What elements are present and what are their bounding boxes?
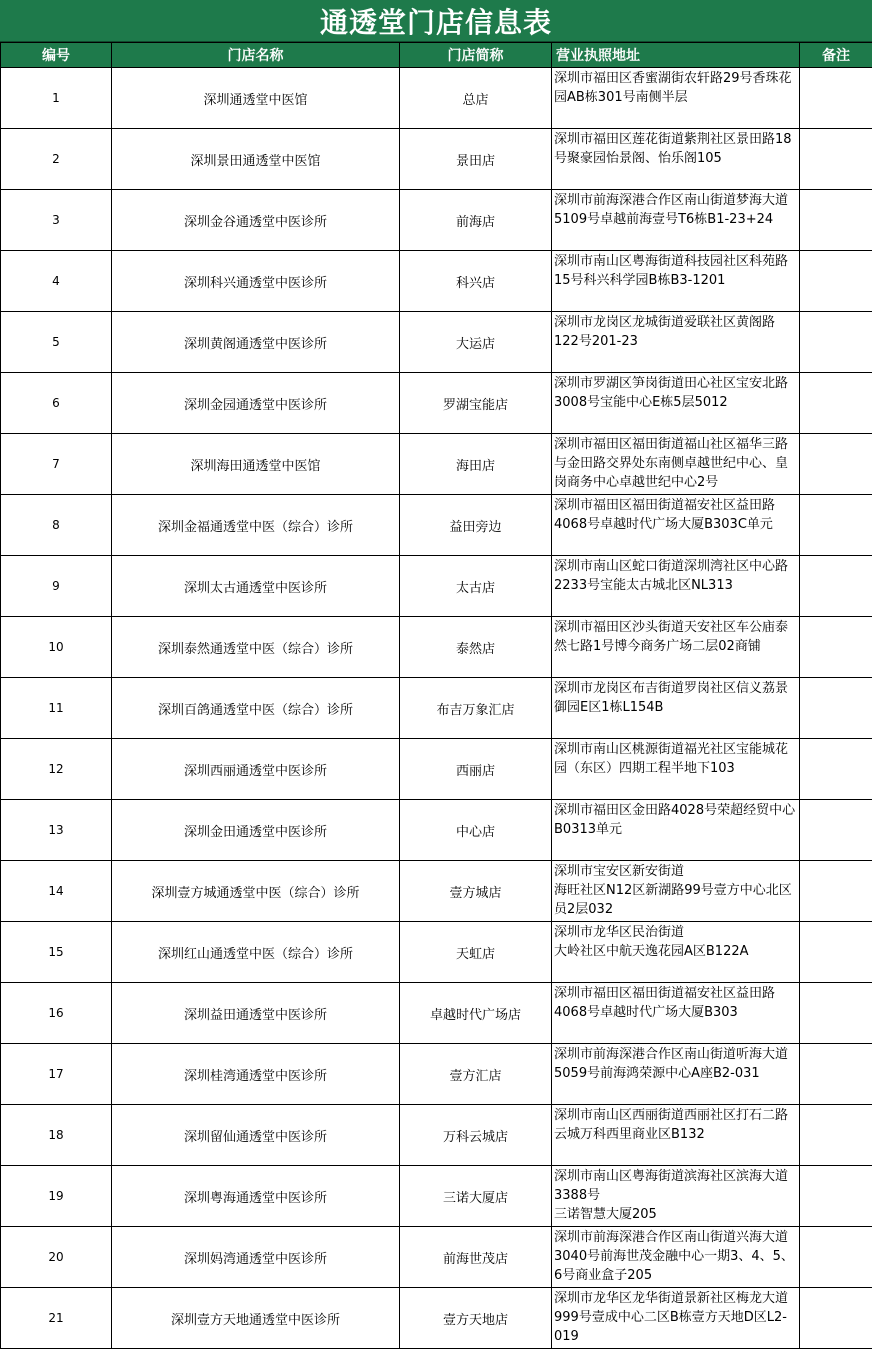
cell-store-name[interactable]: 深圳桂湾通透堂中医诊所 [112,1044,400,1105]
table-row [1,68,872,129]
cell-store-short-name[interactable]: 泰然店 [400,617,552,678]
header-remark[interactable]: 备注 [800,43,872,68]
cell-remark[interactable] [800,1105,872,1166]
cell-no[interactable]: 17 [1,1044,112,1105]
cell-no[interactable]: 14 [1,861,112,922]
cell-store-name[interactable]: 深圳金福通透堂中医（综合）诊所 [112,495,400,556]
cell-store-short-name[interactable]: 前海店 [400,190,552,251]
address-text: 深圳市南山区粤海街道科技园社区科苑路15号科兴科学园B栋B3-1201 [554,252,797,290]
cell-address[interactable] [552,983,800,1044]
address-text: 深圳市南山区西丽街道西丽社区打石二路云城万科西里商业区B132 [554,1106,797,1144]
cell-store-name[interactable]: 深圳景田通透堂中医馆 [112,129,400,190]
cell-store-name[interactable]: 深圳壹方城通透堂中医（综合）诊所 [112,861,400,922]
cell-no[interactable]: 9 [1,556,112,617]
cell-store-name[interactable]: 深圳红山通透堂中医（综合）诊所 [112,922,400,983]
cell-address[interactable] [552,800,800,861]
table-row [1,312,872,373]
cell-address[interactable] [552,739,800,800]
address-text: 深圳市福田区金田路4028号荣超经贸中心B0313单元 [554,801,797,839]
cell-no[interactable]: 21 [1,1288,112,1349]
cell-no[interactable]: 4 [1,251,112,312]
cell-store-name[interactable]: 深圳通透堂中医馆 [112,68,400,129]
cell-no[interactable]: 18 [1,1105,112,1166]
table-row [1,434,872,495]
cell-no[interactable]: 11 [1,678,112,739]
table-row [1,1105,872,1166]
cell-remark[interactable] [800,800,872,861]
cell-store-name[interactable]: 深圳百鸽通透堂中医（综合）诊所 [112,678,400,739]
address-text: 深圳市福田区香蜜湖街农轩路29号香珠花园AB栋301号南侧半层 [554,69,797,107]
cell-store-short-name[interactable]: 罗湖宝能店 [400,373,552,434]
cell-store-name[interactable]: 深圳壹方天地通透堂中医诊所 [112,1288,400,1349]
cell-store-name[interactable]: 深圳金园通透堂中医诊所 [112,373,400,434]
cell-remark[interactable] [800,983,872,1044]
cell-address[interactable] [552,1105,800,1166]
cell-store-short-name[interactable]: 壹方汇店 [400,1044,552,1105]
header-address[interactable]: 营业执照地址 [552,43,800,68]
cell-remark[interactable] [800,739,872,800]
cell-store-short-name[interactable]: 壹方天地店 [400,1288,552,1349]
store-table [0,42,872,1349]
cell-store-name[interactable]: 深圳粤海通透堂中医诊所 [112,1166,400,1227]
address-text: 深圳市福田区莲花街道紫荆社区景田路18号聚豪园怡景阁、怡乐阁105 [554,130,797,168]
cell-store-short-name[interactable]: 西丽店 [400,739,552,800]
cell-store-name[interactable]: 深圳泰然通透堂中医（综合）诊所 [112,617,400,678]
table-row [1,373,872,434]
cell-store-short-name[interactable]: 中心店 [400,800,552,861]
address-text: 深圳市龙岗区布吉街道罗岗社区信义荔景御园E区1栋L154B [554,679,797,717]
cell-remark[interactable] [800,922,872,983]
table-row [1,495,872,556]
table-row [1,739,872,800]
cell-address[interactable] [552,251,800,312]
cell-store-short-name[interactable]: 海田店 [400,434,552,495]
address-text: 深圳市南山区蛇口街道深圳湾社区中心路2233号宝能太古城北区NL313 [554,557,797,595]
cell-store-name[interactable]: 深圳金田通透堂中医诊所 [112,800,400,861]
table-row [1,190,872,251]
cell-store-short-name[interactable]: 益田旁边 [400,495,552,556]
cell-store-short-name[interactable]: 总店 [400,68,552,129]
cell-remark[interactable] [800,556,872,617]
cell-store-short-name[interactable]: 万科云城店 [400,1105,552,1166]
table-row [1,983,872,1044]
table-row [1,678,872,739]
cell-store-name[interactable]: 深圳黄阁通透堂中医诊所 [112,312,400,373]
cell-no[interactable]: 16 [1,983,112,1044]
cell-store-short-name[interactable]: 卓越时代广场店 [400,983,552,1044]
cell-remark[interactable] [800,1227,872,1288]
cell-address[interactable] [552,312,800,373]
cell-address[interactable] [552,129,800,190]
cell-remark[interactable] [800,68,872,129]
cell-store-name[interactable]: 深圳科兴通透堂中医诊所 [112,251,400,312]
cell-store-short-name[interactable]: 前海世茂店 [400,1227,552,1288]
cell-remark[interactable] [800,1044,872,1105]
table-row [1,861,872,922]
cell-no[interactable]: 7 [1,434,112,495]
cell-no[interactable]: 8 [1,495,112,556]
cell-no[interactable]: 15 [1,922,112,983]
cell-address[interactable] [552,1166,800,1227]
cell-no[interactable]: 10 [1,617,112,678]
cell-store-name[interactable]: 深圳海田通透堂中医馆 [112,434,400,495]
cell-store-short-name[interactable]: 太古店 [400,556,552,617]
cell-address[interactable] [552,617,800,678]
cell-store-short-name[interactable]: 天虹店 [400,922,552,983]
table-body [1,68,872,1349]
cell-remark[interactable] [800,251,872,312]
cell-address[interactable] [552,495,800,556]
cell-store-short-name[interactable]: 布吉万象汇店 [400,678,552,739]
address-text: 深圳市福田区福田街道福安社区益田路4068号卓越时代广场大厦B303 [554,984,797,1022]
address-text: 深圳市宝安区新安街道 海旺社区N12区新湖路99号壹方中心北区员2层032 [554,862,797,919]
cell-remark[interactable] [800,861,872,922]
cell-store-short-name[interactable]: 壹方城店 [400,861,552,922]
table-row [1,1044,872,1105]
table-row [1,1166,872,1227]
cell-no[interactable]: 20 [1,1227,112,1288]
cell-no[interactable]: 3 [1,190,112,251]
table-header [1,43,872,68]
header-name[interactable]: 门店名称 [112,43,400,68]
cell-remark[interactable] [800,495,872,556]
cell-remark[interactable] [800,617,872,678]
cell-store-name[interactable]: 深圳金谷通透堂中医诊所 [112,190,400,251]
cell-address[interactable] [552,68,800,129]
cell-store-name[interactable]: 深圳益田通透堂中医诊所 [112,983,400,1044]
cell-address[interactable] [552,190,800,251]
cell-address[interactable] [552,373,800,434]
table-row [1,251,872,312]
cell-remark[interactable] [800,190,872,251]
cell-store-name[interactable]: 深圳留仙通透堂中医诊所 [112,1105,400,1166]
cell-address[interactable] [552,1227,800,1288]
table-row [1,556,872,617]
sheet-title: 通透堂门店信息表 [0,0,872,42]
cell-no[interactable]: 19 [1,1166,112,1227]
cell-store-short-name[interactable]: 景田店 [400,129,552,190]
cell-store-short-name[interactable]: 三诺大厦店 [400,1166,552,1227]
table-row [1,922,872,983]
header-no[interactable]: 编号 [1,43,112,68]
address-text: 深圳市前海深港合作区南山街道兴海大道3040号前海世茂金融中心一期3、4、5、6号商业盒子205 [554,1228,797,1285]
cell-address[interactable] [552,556,800,617]
address-text: 深圳市前海深港合作区南山街道听海大道5059号前海鸿荣源中心A座B2-031 [554,1045,797,1083]
cell-remark[interactable] [800,434,872,495]
table-row [1,617,872,678]
cell-address[interactable] [552,678,800,739]
table-row [1,1227,872,1288]
address-text: 深圳市南山区桃源街道福光社区宝能城花园（东区）四期工程半地下103 [554,740,797,778]
address-text: 深圳市龙华区龙华街道景新社区梅龙大道999号壹成中心二区B栋壹方天地D区L2-019 [554,1289,797,1346]
cell-address[interactable] [552,922,800,983]
cell-store-short-name[interactable]: 大运店 [400,312,552,373]
cell-address[interactable] [552,1288,800,1349]
cell-remark[interactable] [800,129,872,190]
address-text: 深圳市南山区粤海街道滨海社区滨海大道3388号 三诺智慧大厦205 [554,1167,797,1224]
address-text: 深圳市福田区福田街道福山社区福华三路与金田路交界处东南侧卓越世纪中心、皇岗商务中心卓越世纪中心2号 [554,435,797,492]
cell-no[interactable]: 2 [1,129,112,190]
table-row [1,1288,872,1349]
address-text: 深圳市龙华区民治街道 大岭社区中航天逸花园A区B122A [554,923,797,961]
cell-store-name[interactable]: 深圳妈湾通透堂中医诊所 [112,1227,400,1288]
address-text: 深圳市福田区福田街道福安社区益田路4068号卓越时代广场大厦B303C单元 [554,496,797,534]
address-text: 深圳市前海深港合作区南山街道梦海大道5109号卓越前海壹号T6栋B1-23+24 [554,191,797,229]
cell-no[interactable]: 12 [1,739,112,800]
header-row [1,43,872,68]
cell-address[interactable] [552,861,800,922]
table-row [1,129,872,190]
cell-remark[interactable] [800,1288,872,1349]
cell-store-short-name[interactable]: 科兴店 [400,251,552,312]
cell-no[interactable]: 1 [1,68,112,129]
cell-remark[interactable] [800,1166,872,1227]
cell-remark[interactable] [800,678,872,739]
cell-no[interactable]: 5 [1,312,112,373]
address-text: 深圳市龙岗区龙城街道爱联社区黄阁路122号201-23 [554,313,797,351]
cell-store-name[interactable]: 深圳太古通透堂中医诊所 [112,556,400,617]
header-short[interactable]: 门店简称 [400,43,552,68]
cell-no[interactable]: 13 [1,800,112,861]
address-text: 深圳市罗湖区笋岗街道田心社区宝安北路3008号宝能中心E栋5层5012 [554,374,797,412]
cell-address[interactable] [552,1044,800,1105]
cell-store-name[interactable]: 深圳西丽通透堂中医诊所 [112,739,400,800]
table-row [1,800,872,861]
address-text: 深圳市福田区沙头街道天安社区车公庙泰然七路1号博今商务广场二层02商铺 [554,618,797,656]
cell-remark[interactable] [800,312,872,373]
cell-remark[interactable] [800,373,872,434]
cell-address[interactable] [552,434,800,495]
cell-no[interactable]: 6 [1,373,112,434]
